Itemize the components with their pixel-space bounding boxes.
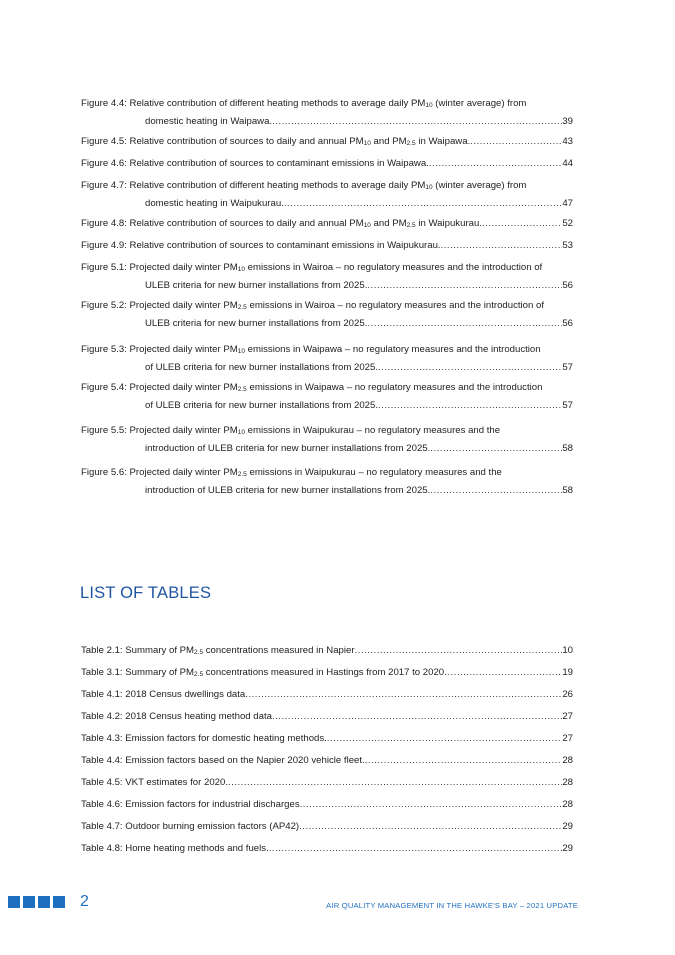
leader-dots xyxy=(441,237,563,255)
figure-caption-start: Figure 4.7: Relative contribution of different heating methods to average daily PM xyxy=(81,180,426,191)
toc-entry-figure-4-6[interactable] xyxy=(81,155,573,173)
subscript: 2.5 xyxy=(237,386,247,393)
leader-dots xyxy=(272,708,562,726)
subscript: 2.5 xyxy=(194,649,204,656)
toc-entry-table-4-2[interactable] xyxy=(81,708,573,726)
toc-entry-table-4-1[interactable] xyxy=(81,686,573,704)
figure-caption-start: Figure 5.2: Projected daily winter PM xyxy=(81,300,238,311)
leader-dots xyxy=(300,796,563,814)
toc-entry-figure-5-5[interactable] xyxy=(81,422,573,458)
toc-entry-table-4-7[interactable] xyxy=(81,818,573,836)
toc-entry-table-2-1[interactable] xyxy=(81,642,573,660)
leader-dots xyxy=(367,277,562,295)
figure-caption-end: emissions in Waipawa – no regulatory measures and the introduction xyxy=(246,382,543,393)
table-caption: Table 4.7: Outdoor burning emission factors (AP42) xyxy=(81,821,300,832)
subscript: 2.5 xyxy=(406,222,416,229)
table-caption: Table 4.4: Emission factors based on the Napier 2020 vehicle fleet. xyxy=(81,755,365,766)
table-caption: Table 2.1: Summary of PM xyxy=(81,645,195,656)
leader-dots xyxy=(470,133,562,151)
table-caption: Table 4.8: Home heating methods and fuels. xyxy=(81,843,269,854)
table-caption: Table 3.1: Summary of PM xyxy=(81,667,195,678)
subscript: 10 xyxy=(363,140,371,147)
table-caption: Table 4.1: 2018 Census dwellings data xyxy=(81,689,246,700)
page-number: 52 xyxy=(562,218,573,229)
figure-caption-cont: introduction of ULEB criteria for new burner installations from 2025. xyxy=(145,443,431,454)
toc-entry-table-3-1[interactable] xyxy=(81,664,573,682)
toc-entry-table-4-8[interactable] xyxy=(81,840,573,858)
figure-caption-cont: introduction of ULEB criteria for new burner installations from 2025. xyxy=(145,485,431,496)
toc-entry-figure-4-5[interactable] xyxy=(81,133,573,151)
leader-dots xyxy=(378,397,562,415)
page-number: 56 xyxy=(562,280,573,291)
leader-dots xyxy=(299,818,562,836)
leader-dots xyxy=(327,730,563,748)
figure-caption-end: emissions in Waipukurau – no regulatory measures and the xyxy=(245,425,501,436)
page-number: 56 xyxy=(562,318,573,329)
footer-square xyxy=(23,896,35,908)
page-number: 39 xyxy=(562,116,573,127)
figure-caption-start: Figure 5.1: Projected daily winter PM xyxy=(81,262,238,273)
figure-caption-start: Figure 5.6: Projected daily winter PM xyxy=(81,467,238,478)
figure-caption-end: (winter average) from xyxy=(432,98,527,109)
toc-entry-figure-4-4[interactable] xyxy=(81,95,573,131)
figure-caption-mid: and PM xyxy=(370,218,407,229)
toc-entry-figure-5-3[interactable] xyxy=(81,341,573,377)
footer-square xyxy=(53,896,65,908)
leader-dots xyxy=(429,155,562,173)
toc-entry-figure-5-2[interactable] xyxy=(81,297,573,333)
figure-caption-end: in Waipukurau. xyxy=(415,218,482,229)
table-caption: Table 4.6: Emission factors for industrial discharges xyxy=(81,799,300,810)
page-number: 43 xyxy=(562,136,573,147)
toc-entry-table-4-3[interactable] xyxy=(81,730,573,748)
toc-entry-figure-5-4[interactable] xyxy=(81,379,573,415)
footer-page-number: 2 xyxy=(80,893,89,910)
figure-caption-start: Figure 5.5: Projected daily winter PM xyxy=(81,425,238,436)
leader-dots xyxy=(272,113,562,131)
table-caption-end: concentrations measured in Napier xyxy=(203,645,355,656)
footer-decoration xyxy=(8,896,65,908)
figure-caption-end: emissions in Waipukurau – no regulatory measures and the xyxy=(246,467,502,478)
figure-caption-cont: domestic heating in Waipukurau. xyxy=(145,198,284,209)
figure-caption-cont: of ULEB criteria for new burner installations from 2025. xyxy=(145,362,379,373)
toc-entry-figure-5-1[interactable] xyxy=(81,259,573,295)
page-number: 29 xyxy=(562,843,573,854)
page-number: 44 xyxy=(562,158,573,169)
page-number: 29 xyxy=(562,821,573,832)
figure-caption: Figure 4.9: Relative contribution of sources to contaminant emissions in Waipukurau. xyxy=(81,240,441,251)
toc-entry-table-4-5[interactable] xyxy=(81,774,573,792)
subscript: 2.5 xyxy=(237,304,247,311)
figure-caption-end: emissions in Wairoa – no regulatory measures and the introduction of xyxy=(246,300,545,311)
table-caption: Table 4.3: Emission factors for domestic heating methods. xyxy=(81,733,327,744)
subscript: 10 xyxy=(425,184,433,191)
leader-dots xyxy=(430,440,562,458)
leader-dots xyxy=(228,774,562,792)
figure-caption-end: in Waipawa. xyxy=(415,136,471,147)
footer-title: AIR QUALITY MANAGEMENT IN THE HAWKE'S BAY – 2021 UPDATE xyxy=(326,901,578,910)
figure-caption-cont: ULEB criteria for new burner installations from 2025. xyxy=(145,280,368,291)
list-of-tables-heading: LIST OF TABLES xyxy=(80,584,212,602)
figure-caption: Figure 4.8: Relative contribution of sources to daily and annual PM xyxy=(81,218,364,229)
leader-dots xyxy=(245,686,562,704)
page-number: 10 xyxy=(562,645,573,656)
figure-caption-end: emissions in Wairoa – no regulatory measures and the introduction of xyxy=(245,262,543,273)
leader-dots xyxy=(444,664,562,682)
figure-caption-end: (winter average) from xyxy=(432,180,527,191)
page-number: 28 xyxy=(562,777,573,788)
figure-caption-start: Figure 4.4: Relative contribution of different heating methods to average daily PM xyxy=(81,98,426,109)
figure-caption: Figure 4.5: Relative contribution of sources to daily and annual PM xyxy=(81,136,364,147)
figure-caption-start: Figure 5.4: Projected daily winter PM xyxy=(81,382,238,393)
toc-entry-table-4-4[interactable] xyxy=(81,752,573,770)
page-number: 28 xyxy=(562,755,573,766)
figure-caption-cont: domestic heating in Waipawa. xyxy=(145,116,273,127)
page-number: 27 xyxy=(562,711,573,722)
leader-dots xyxy=(284,195,563,213)
footer-square xyxy=(8,896,20,908)
subscript: 10 xyxy=(237,266,245,273)
figure-caption-mid: and PM xyxy=(370,136,407,147)
leader-dots xyxy=(365,752,563,770)
toc-entry-figure-4-7[interactable] xyxy=(81,177,573,213)
page-number: 47 xyxy=(562,198,573,209)
page-number: 53 xyxy=(562,240,573,251)
page-number: 57 xyxy=(562,362,573,373)
subscript: 10 xyxy=(237,348,245,355)
page-number: 19 xyxy=(562,667,573,678)
figure-caption-cont: ULEB criteria for new burner installations from 2025. xyxy=(145,318,368,329)
toc-entry-figure-4-9[interactable] xyxy=(81,237,573,255)
toc-entry-table-4-6[interactable] xyxy=(81,796,573,814)
page-number: 58 xyxy=(562,443,573,454)
leader-dots xyxy=(430,482,562,500)
table-caption-end: concentrations measured in Hastings from 2017 to 2020 xyxy=(203,667,445,678)
page-number: 57 xyxy=(562,400,573,411)
page-number: 26 xyxy=(562,689,573,700)
table-caption: Table 4.2: 2018 Census heating method data xyxy=(81,711,272,722)
leader-dots xyxy=(367,315,562,333)
leader-dots xyxy=(269,840,563,858)
leader-dots xyxy=(482,215,562,233)
leader-dots xyxy=(378,359,562,377)
page-number: 58 xyxy=(562,485,573,496)
subscript: 10 xyxy=(237,429,245,436)
figure-caption-start: Figure 5.3: Projected daily winter PM xyxy=(81,344,238,355)
footer-square xyxy=(38,896,50,908)
subscript: 2.5 xyxy=(406,140,416,147)
leader-dots xyxy=(355,642,563,660)
figure-caption-cont: of ULEB criteria for new burner installations from 2025. xyxy=(145,400,379,411)
subscript: 10 xyxy=(363,222,371,229)
page-number: 28 xyxy=(562,799,573,810)
subscript: 10 xyxy=(425,102,433,109)
subscript: 2.5 xyxy=(194,671,204,678)
page-number: 27 xyxy=(562,733,573,744)
figure-caption: Figure 4.6: Relative contribution of sources to contaminant emissions in Waipawa. xyxy=(81,158,429,169)
figure-caption-end: emissions in Waipawa – no regulatory measures and the introduction xyxy=(245,344,541,355)
toc-entry-figure-5-6[interactable] xyxy=(81,464,573,500)
subscript: 2.5 xyxy=(237,471,247,478)
toc-entry-figure-4-8[interactable] xyxy=(81,215,573,233)
table-caption: Table 4.5: VKT estimates for 2020. xyxy=(81,777,229,788)
